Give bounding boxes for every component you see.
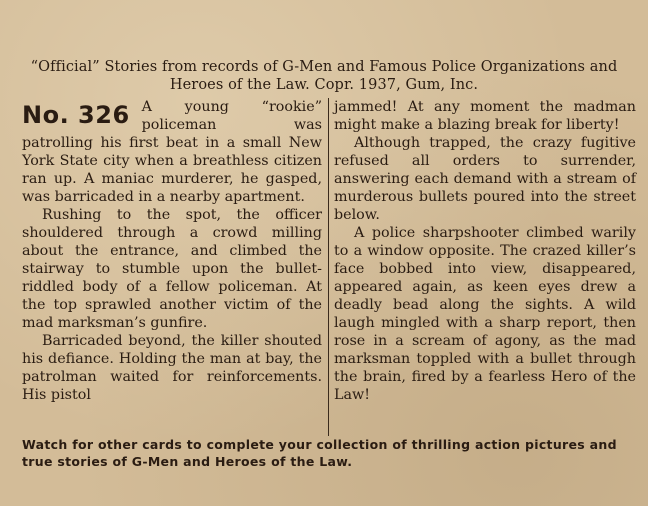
story-paragraph: Barricaded beyond, the killer shouted his defiance. Holding the man at bay, the patrolman waited for reinforcements. His pistol xyxy=(22,333,322,403)
story-column-right xyxy=(334,98,636,404)
story-paragraph: Although trapped, the crazy fugitive refused all orders to surrender, answering each demand with a stream of murderous bullets poured into the street below. xyxy=(334,135,636,223)
story-paragraph: A young “rookie” policeman was patrolling his first beat in a small New York State city when a breathless citizen ran up. A maniac murderer, he gasped, was barricaded in a nearby apartment. xyxy=(22,99,322,205)
card-footer: Watch for other cards to complete your collection of thrilling action pictures and true stories of G-Men and Heroes of the Law. xyxy=(22,437,617,469)
story-column-left xyxy=(22,98,322,404)
story-paragraph: Rushing to the spot, the officer shouldered through a crowd milling about the entrance, and climbed the stairway to stumble upon the bullet-riddled body of a fellow policeman. At the top sprawled another victim of the mad marksman’s gunfire. xyxy=(22,207,322,331)
card-header: “Official” Stories from records of G-Men and Famous Police Organizations and Heroes of the Law. Copr. 1937, Gum, Inc. xyxy=(30,59,618,93)
story-paragraph: jammed! At any moment the madman might make a blazing break for liberty! xyxy=(334,99,636,133)
column-divider xyxy=(328,98,329,436)
card-number: No. 326 xyxy=(22,101,130,129)
story-paragraph: A police sharpshooter climbed warily to a window opposite. The crazed killer’s face bobbed into view, disappeared, appeared again, as keen eyes drew a deadly bead along the sights. A wild laugh mingled with a sharp report, then rose in a scream of agony, as the mad marksman toppled with a bullet through the brain, fired by a fearless Hero of the Law! xyxy=(334,225,636,403)
